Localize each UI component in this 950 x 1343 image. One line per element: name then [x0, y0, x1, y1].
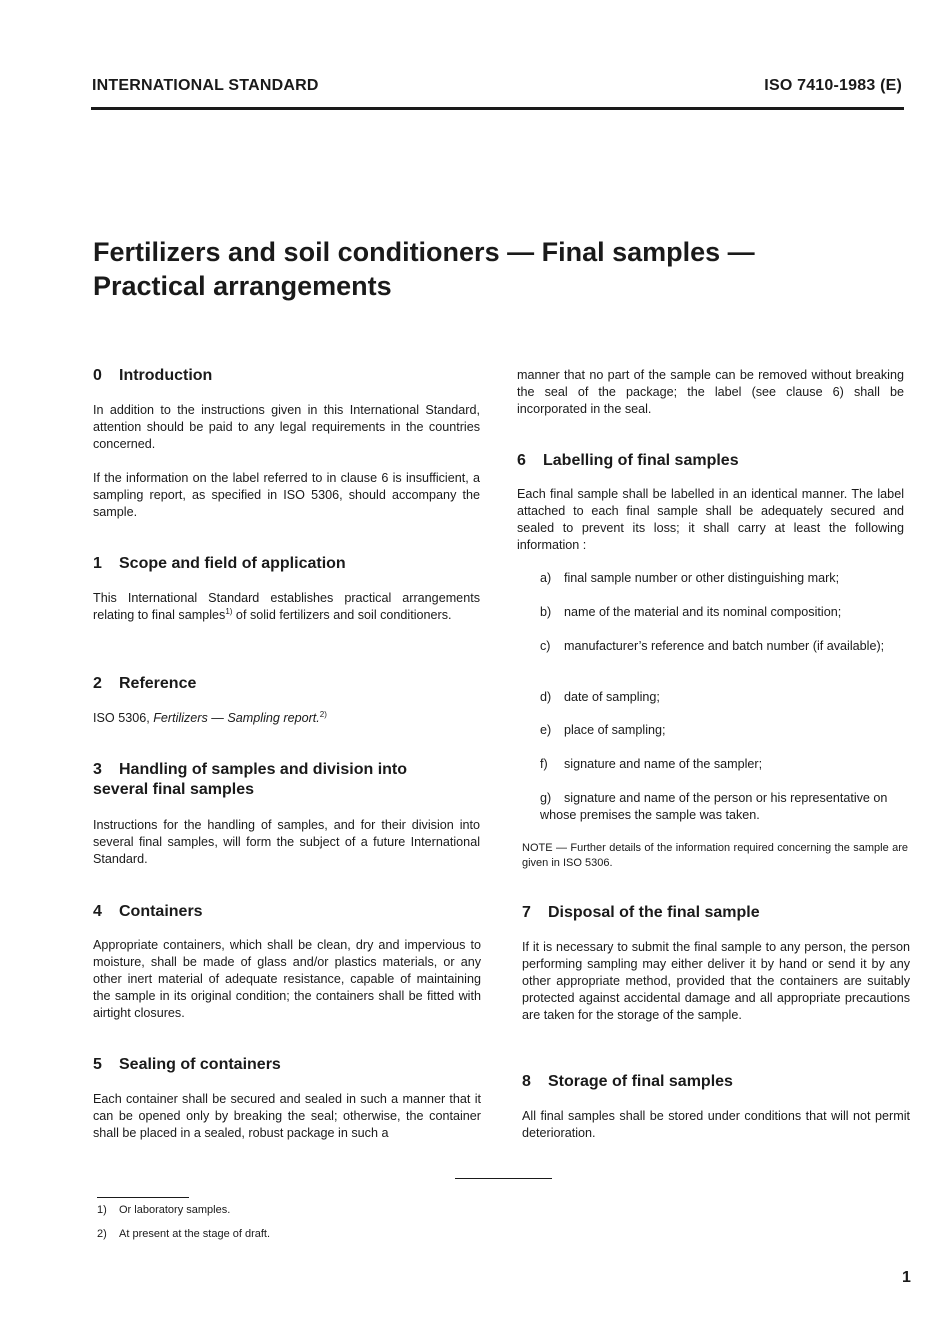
list-item-c [540, 638, 904, 655]
section-6-paragraph: Each final sample shall be labelled in an identical manner. The label attached to each final sample shall be adequately secured and sealed to prevent its loss; it shall carry at least the following information : [517, 487, 904, 552]
section-5-number: 5 [93, 1056, 102, 1073]
section-8-heading [522, 1072, 733, 1092]
list-item-f [540, 756, 904, 773]
list-label-c: c) [540, 639, 551, 653]
list-text-e: place of sampling; [564, 723, 666, 737]
section-1-paragraph [93, 590, 480, 624]
list-label-e: e) [540, 723, 552, 737]
document-title [93, 235, 913, 303]
footnote-ref-2: 2) [319, 709, 327, 719]
list-text-a: final sample number or other distinguishing mark; [564, 571, 840, 585]
section-1-text-b: of solid fertilizers and soil conditioners. [232, 608, 452, 622]
section-7-heading [522, 903, 760, 923]
header-rule [91, 107, 904, 110]
section-7-title: Disposal of the final sample [548, 904, 760, 921]
footnote-ref-1: 1) [225, 606, 233, 616]
section-3-number: 3 [93, 761, 102, 778]
list-item-b [540, 604, 904, 621]
list-item-d [540, 689, 904, 706]
section-5-paragraph-continued: manner that no part of the sample can be removed without breaking the seal of the package; the label (see clause 6) shall be incorporated in the seal. [517, 368, 904, 416]
section-6-title: Labelling of final samples [543, 452, 739, 469]
section-5-title: Sealing of containers [119, 1056, 281, 1073]
section-0-paragraph-1: In addition to the instructions given in this International Standard, attention should be paid to any legal requirements in the countries concerned. [93, 403, 480, 451]
footnote-2-number: 2) [97, 1228, 107, 1240]
list-text-g: signature and name of the person or his representative on whose premises the sample was taken. [540, 791, 888, 822]
list-text-b: name of the material and its nominal composition; [564, 605, 842, 619]
list-label-g: g) [540, 791, 552, 805]
section-6-number: 6 [517, 452, 526, 469]
section-2-title: Reference [119, 675, 197, 692]
section-3-paragraph: Instructions for the handling of samples, and for their division into several final samples, will form the subject of a future International Standard. [93, 818, 480, 866]
footnote-2-text: At present at the stage of draft. [119, 1228, 271, 1240]
section-6-heading [517, 451, 739, 471]
list-label-b: b) [540, 605, 552, 619]
footnote-1-text: Or laboratory samples. [119, 1204, 231, 1216]
section-7-paragraph: If it is necessary to submit the final sample to any person, the person performing sampling may either deliver it by hand or send it by any other appropriate method, provided that the containers are suitably protected against accidental damage and all appropriate precautions are taken for the storage of the sample. [522, 940, 910, 1022]
title-line-1: Fertilizers and soil conditioners — Final samples — [93, 237, 755, 267]
header-document-number: ISO 7410-1983 (E) [764, 77, 902, 94]
end-of-text-rule [455, 1178, 552, 1179]
page-number: 1 [902, 1269, 911, 1286]
list-text-d: date of sampling; [564, 690, 660, 704]
list-label-a: a) [540, 571, 552, 585]
section-5-heading [93, 1055, 281, 1075]
section-2-reference [93, 710, 480, 727]
section-1-text-a: This International Standard establishes practical arrangements relating to final samples [93, 591, 480, 622]
section-4-paragraph: Appropriate containers, which shall be clean, dry and impervious to moisture, shall be made of glass and/or plastics materials, or any other inert material of adequate resistance, capable of maintaining the sample in its original condition; the containers shall be fitted with airtight closures. [93, 938, 481, 1020]
section-4-heading [93, 902, 203, 922]
section-3-title-line-1: Handling of samples and division into [119, 761, 408, 778]
section-7-number: 7 [522, 904, 531, 921]
section-1-heading [93, 554, 346, 574]
section-1-title: Scope and field of application [119, 555, 346, 572]
section-3-title-line-2: several final samples [93, 781, 254, 798]
section-8-number: 8 [522, 1073, 531, 1090]
section-4-title: Containers [119, 903, 203, 920]
section-8-title: Storage of final samples [548, 1073, 733, 1090]
list-item-a [540, 570, 904, 587]
section-8-paragraph: All final samples shall be stored under conditions that will not permit deterioration. [522, 1109, 910, 1140]
header-standard-label: INTERNATIONAL STANDARD [92, 77, 319, 94]
list-text-f: signature and name of the sampler; [564, 757, 763, 771]
list-item-g [540, 790, 908, 824]
footnote-1 [97, 1203, 230, 1218]
title-line-2: Practical arrangements [93, 271, 392, 301]
section-6-note: NOTE — Further details of the information required concerning the sample are given in ISO 5306. [522, 842, 908, 869]
reference-title: Fertilizers — Sampling report. [153, 711, 320, 725]
footnote-2 [97, 1227, 270, 1242]
footnote-1-number: 1) [97, 1204, 107, 1216]
list-label-f: f) [540, 757, 548, 771]
section-3-heading [93, 760, 480, 800]
section-0-paragraph-2: If the information on the label referred to in clause 6 is insufficient, a sampling report, as specified in ISO 5306, should accompany the sample. [93, 471, 480, 519]
section-4-number: 4 [93, 903, 102, 920]
list-label-d: d) [540, 690, 552, 704]
section-2-number: 2 [93, 675, 102, 692]
reference-number: ISO 5306, [93, 711, 154, 725]
section-0-number: 0 [93, 367, 102, 384]
section-0-heading [93, 366, 212, 386]
section-5-paragraph: Each container shall be secured and sealed in such a manner that it can be opened only by breaking the seal; otherwise, the container shall be placed in a sealed, robust package in such a [93, 1092, 481, 1140]
section-2-heading [93, 674, 196, 694]
footnote-rule [97, 1197, 189, 1198]
list-item-e [540, 722, 904, 739]
list-text-c: manufacturer’s reference and batch number (if available); [564, 639, 885, 653]
section-1-number: 1 [93, 555, 102, 572]
section-0-title: Introduction [119, 367, 213, 384]
